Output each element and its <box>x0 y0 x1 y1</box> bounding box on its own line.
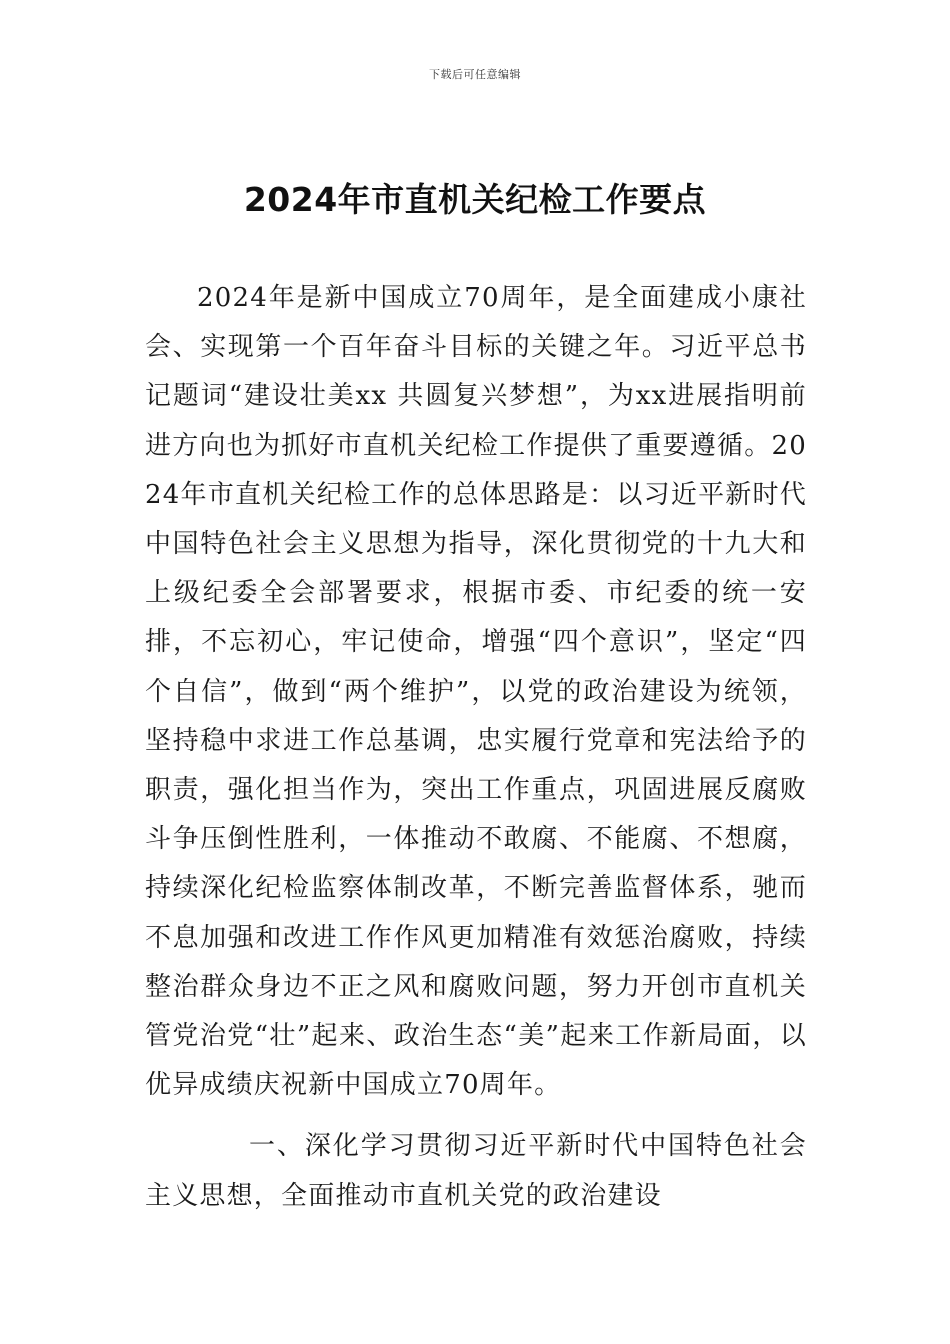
intro-paragraph: 2024年是新中国成立70周年，是全面建成小康社会、实现第一个百年奋斗目标的关键之年。习近平总书记题词“建设壮美xx 共圆复兴梦想”，为xx进展指明前进方向也为抓好市直机关纪检工作提供了重要遵循。2024年市直机关纪检工作的总体思路是：以习近平新时代中国特色社会主义思想为指导，深化贯彻党的十九大和上级纪委全会部署要求，根据市委、市纪委的统一安排，不忘初心，牢记使命，增强“四个意识”，坚定“四个自信”，做到“两个维护”，以党的政治建设为统领，坚持稳中求进工作总基调，忠实履行党章和宪法给予的职责，强化担当作为，突出工作重点，巩固进展反腐败斗争压倒性胜利，一体推动不敢腐、不能腐、不想腐，持续深化纪检监察体制改革，不断完善监督体系，驰而不息加强和改进工作作风更加精准有效惩治腐败，持续整治群众身边不正之风和腐败问题，努力开创市直机关管党治党“壮”起来、政治生态“美”起来工作新局面，以优异成绩庆祝新中国成立70周年。 <box>145 283 807 1101</box>
document-body <box>145 274 807 1221</box>
document-title: 2024年市直机关纪检工作要点 <box>243 180 707 219</box>
section-heading: 一、深化学习贯彻习近平新时代中国特色社会主义思想，全面推动市直机关党的政治建设 <box>145 1131 807 1211</box>
header-note: 下载后可任意编辑 <box>429 68 521 81</box>
